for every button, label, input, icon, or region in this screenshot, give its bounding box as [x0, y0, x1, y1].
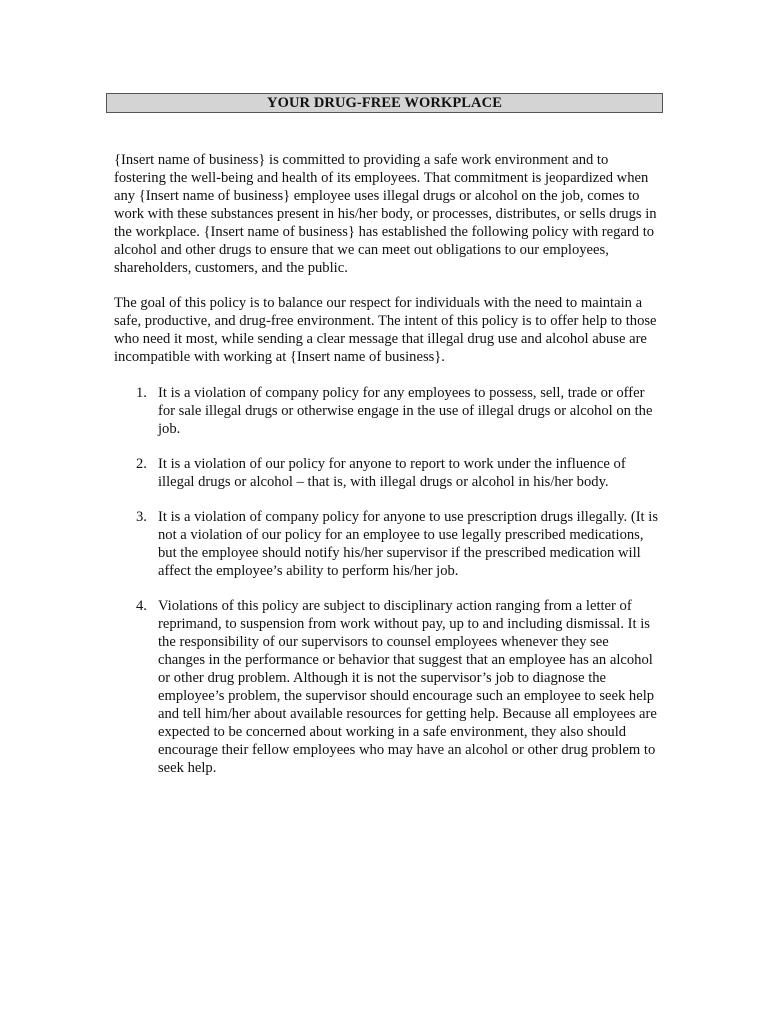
policy-item-2: [114, 455, 659, 491]
intro-paragraph: {Insert name of business} is committed to providing a safe work environment and to fostering the well-being and health of its employees. That commitment is jeopardized when any {Insert name of business} employee uses illegal drugs or alcohol on the job, comes to work with these substances present in his/her body, or processes, distributes, or sells drugs in the workplace. {Insert name of business} has established the following policy with regard to alcohol and other drugs to ensure that we can meet out obligations to our employees, shareholders, customers, and the public.: [114, 152, 657, 276]
policy-list: [114, 384, 659, 794]
policy-item-1: [114, 384, 659, 438]
goal-paragraph: The goal of this policy is to balance our respect for individuals with the need to maintain a safe, productive, and drug-free environment. The intent of this policy is to offer help to those who need it most, while sending a clear message that illegal drug use and alcohol abuse are incompatible with working at {Insert name of business}.: [114, 295, 657, 365]
policy-item-text: Violations of this policy are subject to disciplinary action ranging from a letter of reprimand, to suspension from work without pay, up to and including dismissal. It is the responsibility of our supervisors to counsel employees whenever they see changes in the performance or behavior that suggest that an employee has an alcohol or other drug problem. Although it is not the supervisor’s job to diagnose the employee’s problem, the supervisor should encourage such an employee to seek help and tell him/her about available resources for getting help. Because all employees are expected to be concerned about working in a safe environment, they also should encourage their fellow employees who may have an alcohol or other drug problem to seek help.: [158, 598, 657, 776]
policy-item-3: [114, 508, 659, 580]
policy-item-number: 4.: [136, 598, 147, 614]
policy-item-text: It is a violation of company policy for any employees to possess, sell, trade or offer for sale illegal drugs or otherwise engage in the use of illegal drugs or alcohol on the job.: [158, 385, 653, 437]
policy-item-text: It is a violation of company policy for anyone to use prescription drugs illegally. (It is not a violation of our policy for an employee to use legally prescribed medications, but the employee should notify his/her supervisor if the prescribed medication will affect the employee’s ability to perform his/her job.: [158, 509, 658, 579]
document-title: YOUR DRUG-FREE WORKPLACE: [106, 93, 663, 113]
policy-item-4: [114, 597, 659, 777]
policy-item-number: 2.: [136, 456, 147, 472]
policy-item-number: 3.: [136, 509, 147, 525]
policy-item-number: 1.: [136, 385, 147, 401]
policy-item-text: It is a violation of our policy for anyone to report to work under the influence of illegal drugs or alcohol – that is, with illegal drugs or alcohol in his/her body.: [158, 456, 626, 490]
